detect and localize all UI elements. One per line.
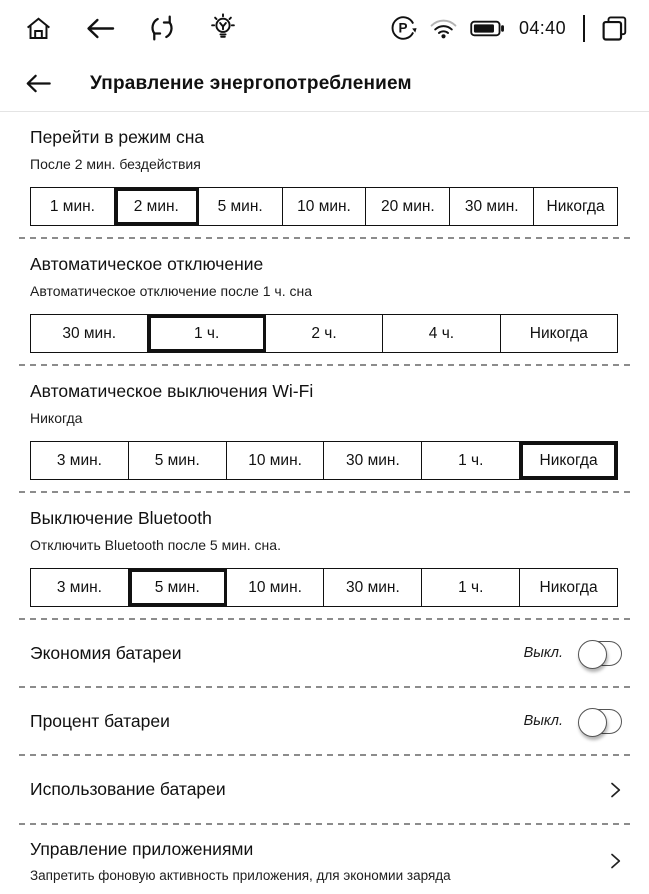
home-icon[interactable] [24,14,53,43]
battery-usage-row[interactable] [0,756,649,823]
battery-usage-label: Использование батареи [30,779,226,799]
sleep-options [30,187,618,226]
sleep-option-20min[interactable]: 20 мин. [366,188,450,225]
poweroff-option-30min[interactable]: 30 мин. [31,315,148,352]
page-title: Управление энергопотреблением [90,72,412,94]
poweroff-option-4h[interactable]: 4 ч. [383,315,500,352]
app-management-row[interactable] [0,825,649,894]
app-management-subtitle: Запретить фоновую активность приложения, для экономии заряда [30,868,451,883]
bluetooth-off-subtitle: Отключить Bluetooth после 5 мин. сна. [30,537,281,553]
wifi-auto-off-title: Автоматическое выключения Wi-Fi [30,381,314,401]
chevron-right-icon [604,850,626,872]
bluetooth-off-section [0,493,649,618]
bluetooth-off-options [30,568,618,607]
wifi-auto-off-options [30,441,618,480]
wifi-option-10min[interactable]: 10 мин. [227,442,325,479]
chevron-right-icon [604,779,626,801]
battery-icon [470,18,505,39]
app-management-label: Управление приложениями [30,839,254,859]
recent-apps-icon[interactable] [600,14,629,43]
sleep-option-2min[interactable]: 2 мин. [115,188,199,225]
wifi-option-3min[interactable]: 3 мин. [31,442,129,479]
page-back-icon[interactable] [24,72,52,95]
poweroff-option-1h[interactable]: 1 ч. [148,315,265,352]
bluetooth-off-title: Выключение Bluetooth [30,508,212,528]
battery-saver-toggle[interactable] [579,641,622,666]
bt-option-1h[interactable]: 1 ч. [422,569,520,606]
battery-percent-label: Процент батареи [30,710,170,731]
battery-percent-row[interactable] [0,688,649,754]
auto-power-off-subtitle: Автоматическое отключение после 1 ч. сна [30,283,312,299]
wifi-auto-off-subtitle: Никогда [30,410,83,426]
wifi-icon[interactable] [429,17,458,40]
sleep-option-1min[interactable]: 1 мин. [31,188,115,225]
back-icon[interactable] [84,16,116,41]
battery-percent-toggle[interactable] [579,709,622,734]
svg-text:P: P [398,20,408,36]
statusbar-divider [583,15,585,42]
auto-power-off-title: Автоматическое отключение [30,254,264,274]
bt-option-3min[interactable]: 3 мин. [31,569,129,606]
wifi-option-1h[interactable]: 1 ч. [422,442,520,479]
bt-option-never[interactable]: Никогда [520,569,617,606]
wifi-auto-off-section [0,366,649,491]
page-header [0,56,649,112]
sync-icon[interactable] [147,13,177,43]
sleep-title: Перейти в режим сна [30,127,205,147]
sleep-option-5min[interactable]: 5 мин. [199,188,283,225]
auto-power-off-options [30,314,618,353]
wifi-option-never[interactable]: Никогда [520,442,617,479]
sleep-subtitle: После 2 мин. бездействия [30,156,201,172]
wifi-option-30min[interactable]: 30 мин. [324,442,422,479]
bt-option-30min[interactable]: 30 мин. [324,569,422,606]
frontlight-icon[interactable] [208,12,238,44]
auto-power-off-section [0,239,649,364]
sleep-option-10min[interactable]: 10 мин. [283,188,367,225]
status-bar [0,0,649,56]
sleep-option-30min[interactable]: 30 мин. [450,188,534,225]
status-bar-right [389,14,629,43]
toggle-knob [578,640,607,669]
battery-saver-row[interactable] [0,620,649,686]
bt-option-5min[interactable]: 5 мин. [129,569,227,606]
poweroff-option-never[interactable]: Никогда [501,315,617,352]
toggle-knob [578,708,607,737]
wifi-option-5min[interactable]: 5 мин. [129,442,227,479]
battery-saver-label: Экономия батареи [30,642,182,663]
status-bar-left [24,12,238,44]
bt-option-10min[interactable]: 10 мин. [227,569,325,606]
sleep-section [0,112,649,237]
battery-percent-state: Выкл. [523,713,563,729]
clock: 04:40 [518,17,566,38]
poweroff-option-2h[interactable]: 2 ч. [266,315,383,352]
battery-saver-state: Выкл. [523,645,563,661]
refresh-mode-icon[interactable] [389,14,417,42]
sleep-option-never[interactable]: Никогда [534,188,617,225]
